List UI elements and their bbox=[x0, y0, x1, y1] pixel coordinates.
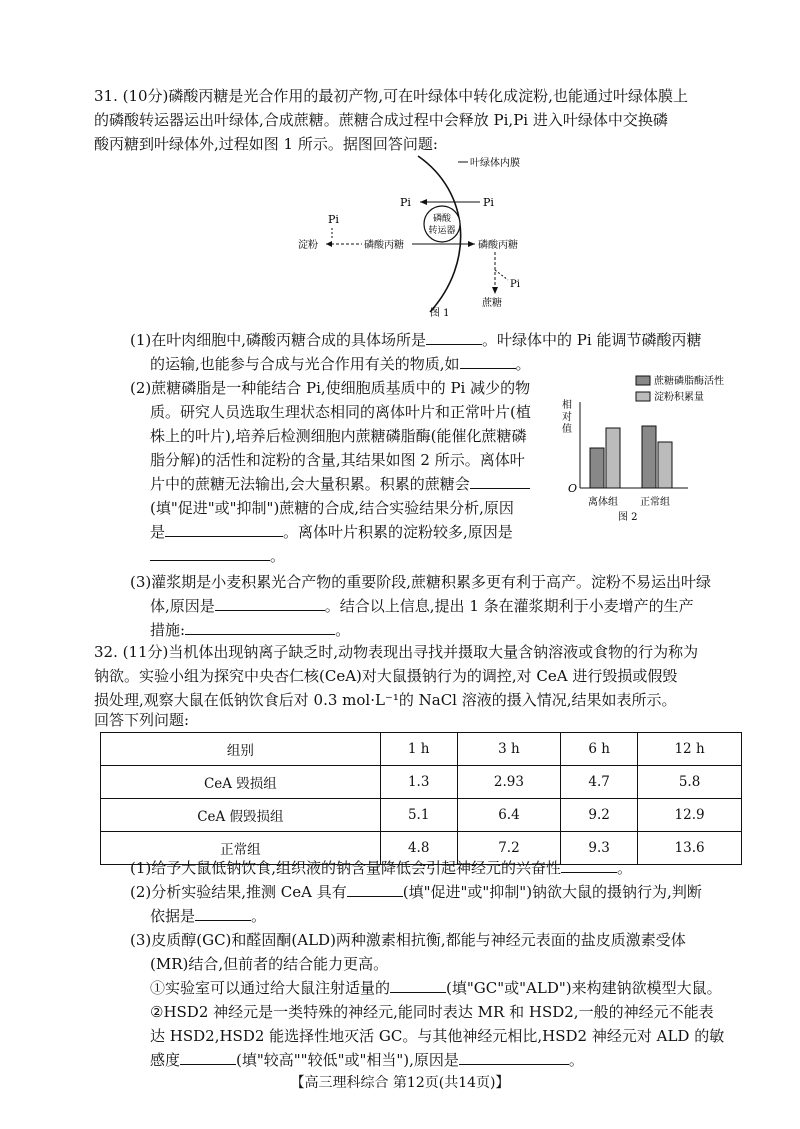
results-table bbox=[100, 732, 742, 865]
q31-s3-line3: 措施: 。 bbox=[150, 618, 754, 642]
pi-starch: Pi bbox=[328, 213, 339, 226]
q31-s2-line2: 质。研究人员选取生理状态相同的离体叶片和正常叶片(植 bbox=[150, 403, 531, 421]
q32-s1: (1)给予大鼠低钠饮食,组织液的钠含量降低会引起神经元的兴奋性 。 bbox=[130, 856, 754, 880]
bar-enzyme-0 bbox=[590, 448, 604, 488]
transporter-label-1: 磷酸 bbox=[432, 214, 452, 224]
table-cell: 12.9 bbox=[638, 799, 742, 832]
figure-2-caption: 图 2 bbox=[618, 512, 638, 522]
y-label-3: 值 bbox=[562, 424, 572, 435]
table-cell: CeA 假毁损组 bbox=[101, 799, 381, 832]
q31-s2-line6: (填"促进"或"抑制")蔗糖的合成,结合实验结果分析,原因 bbox=[150, 499, 514, 517]
q32-s3-line2: (MR)结合,但前者的结合能力更高。 bbox=[150, 955, 389, 973]
y-label-2: 对 bbox=[562, 412, 572, 423]
pi-arrowhead bbox=[420, 199, 427, 205]
q31-s2-line3: 株上的叶片),培养后检测细胞内蔗糖磷脂酶(能催化蔗糖磷 bbox=[150, 427, 527, 445]
table-header: 1 h bbox=[380, 733, 457, 766]
category-label-0: 离体组 bbox=[588, 497, 618, 508]
answer-blank[interactable] bbox=[426, 328, 482, 345]
table-cell: 13.6 bbox=[638, 832, 742, 865]
origin-label: O bbox=[568, 482, 578, 495]
q31-line3: 酸丙糖到叶绿体外,过程如图 1 所示。据图回答问题: bbox=[94, 135, 438, 153]
answer-blank[interactable] bbox=[165, 520, 283, 537]
figure-2-chart bbox=[558, 372, 758, 522]
table-cell: 9.3 bbox=[561, 832, 638, 865]
table-cell: 9.2 bbox=[561, 799, 638, 832]
q31-s1-line1: (1)在叶肉细胞中,磷酸丙糖合成的具体场所是 。叶绿体中的 Pi 能调节磷酸丙糖 bbox=[130, 328, 754, 352]
q32-c2-line3: 感度 (填"较高""较低"或"相当"),原因是 。 bbox=[150, 1048, 754, 1072]
figure-1-diagram bbox=[290, 152, 580, 320]
legend-starch: 淀粉积累量 bbox=[654, 392, 704, 403]
table-row bbox=[101, 766, 742, 799]
answer-blank[interactable] bbox=[460, 352, 516, 369]
q32-line4: 回答下列问题: bbox=[94, 711, 190, 729]
q32-c1: ①实验室可以通过给大鼠注射适量的 (填"GC"或"ALD")来构建钠欲模型大鼠。 bbox=[150, 976, 754, 1000]
table-cell: 4.7 bbox=[561, 766, 638, 799]
q31-line2: 的磷酸转运器运出叶绿体,合成蔗糖。蔗糖合成过程中会释放 Pi,Pi 进入叶绿体中交换磷 bbox=[94, 111, 668, 129]
answer-blank[interactable] bbox=[347, 880, 403, 897]
q31-s3-line1: (3)灌浆期是小麦积累光合产物的重要阶段,蔗糖积累多更有利于高产。淀粉不易运出叶绿 bbox=[130, 573, 712, 591]
table-cell: 7.2 bbox=[457, 832, 561, 865]
answer-blank[interactable] bbox=[459, 1048, 569, 1065]
table-header: 3 h bbox=[457, 733, 561, 766]
answer-blank[interactable] bbox=[561, 856, 617, 873]
tp-inside-label: 磷酸丙糖 bbox=[364, 240, 404, 251]
table-cell: 5.1 bbox=[380, 799, 457, 832]
tp-outside-label: 磷酸丙糖 bbox=[478, 240, 518, 251]
table-cell: CeA 毁损组 bbox=[101, 766, 381, 799]
q32-line1: 32. (11分)当机体出现钠离子缺乏时,动物表现出寻找并摄取大量含钠溶液或食物的行为称为 bbox=[94, 643, 699, 661]
q32-line3: 损处理,观察大鼠在低钠饮食后对 0.3 mol·L⁻¹的 NaCl 溶液的摄入情况,结果如表所示。 bbox=[94, 691, 677, 709]
q32-c2-line2: 达 HSD2,HSD2 能选择性地灭活 GC。与其他神经元相比,HSD2 神经元对 ALD 的敏 bbox=[150, 1027, 725, 1045]
bar-starch-0 bbox=[606, 428, 620, 488]
table-header: 12 h bbox=[638, 733, 742, 766]
q31-s1-line2: 的运输,也能参与合成与光合作用有关的物质,如 。 bbox=[150, 352, 774, 376]
transporter-label-2: 转运器 bbox=[428, 226, 456, 236]
pi-out-dash bbox=[495, 270, 508, 280]
q31-s2-line4: 脂分解)的活性和淀粉的含量,其结果如图 2 所示。离体叶 bbox=[150, 451, 525, 469]
q31-s2-line1: (2)蔗糖磷脂是一种能结合 Pi,使细胞质基质中的 Pi 减少的物 bbox=[130, 379, 531, 397]
answer-blank[interactable] bbox=[215, 594, 325, 611]
q31-s2-line8: 。 bbox=[150, 544, 560, 568]
pi-right: Pi bbox=[483, 196, 494, 209]
figure-1-caption: 图 1 bbox=[430, 308, 450, 319]
table-header: 6 h bbox=[561, 733, 638, 766]
starch-arrowhead bbox=[326, 241, 332, 247]
tp-arrowhead bbox=[468, 241, 475, 247]
category-label-1: 正常组 bbox=[640, 497, 670, 508]
table-header: 组别 bbox=[101, 733, 381, 766]
y-label-1: 相 bbox=[562, 400, 572, 411]
pi-left: Pi bbox=[400, 196, 411, 209]
legend-enzyme: 蔗糖磷脂酶活性 bbox=[654, 376, 724, 387]
starch-label: 淀粉 bbox=[298, 240, 318, 251]
q32-s2-line1: (2)分析实验结果,推测 CeA 具有 (填"促进"或"抑制")钠欲大鼠的摄钠行为,判断 bbox=[130, 880, 754, 904]
table-header-row bbox=[101, 733, 742, 766]
answer-blank[interactable] bbox=[180, 1048, 236, 1065]
answer-blank[interactable] bbox=[470, 472, 530, 489]
answer-blank[interactable] bbox=[150, 544, 270, 561]
q32-c2-line1: ②HSD2 神经元是一类特殊的神经元,能同时表达 MR 和 HSD2,一般的神经元不能表 bbox=[150, 1003, 714, 1021]
q32-s2-line2: 依据是 。 bbox=[150, 904, 754, 928]
sucrose-label: 蔗糖 bbox=[482, 298, 502, 309]
q31-s2-line7: 是 。离体叶片积累的淀粉较多,原因是 bbox=[150, 520, 560, 544]
q32-line2: 钠欲。实验小组为探究中央杏仁核(CeA)对大鼠摄钠行为的调控,对 CeA 进行毁损或假毁 bbox=[94, 667, 678, 685]
sucrose-arrowhead bbox=[492, 287, 498, 294]
q31-line1: 31. (10分)磷酸丙糖是光合作用的最初产物,可在叶绿体中转化成淀粉,也能通过叶绿体膜上 bbox=[94, 87, 688, 105]
legend-swatch-starch bbox=[636, 392, 650, 401]
table-cell: 2.93 bbox=[457, 766, 561, 799]
table-cell: 正常组 bbox=[101, 832, 381, 865]
table-cell: 4.8 bbox=[380, 832, 457, 865]
legend-swatch-enzyme bbox=[636, 376, 650, 385]
transporter-circle bbox=[424, 206, 460, 242]
answer-blank[interactable] bbox=[185, 618, 335, 635]
table-cell: 1.3 bbox=[380, 766, 457, 799]
table-row bbox=[101, 799, 742, 832]
bar-starch-1 bbox=[658, 442, 672, 488]
q31-s2-line5: 片中的蔗糖无法输出,会大量积累。积累的蔗糖会 bbox=[150, 472, 560, 496]
table-cell: 5.8 bbox=[638, 766, 742, 799]
page-footer: 【高三理科综合 第12页(共14页)】 bbox=[290, 1075, 510, 1091]
pi-out-label: Pi bbox=[510, 279, 520, 290]
answer-blank[interactable] bbox=[195, 904, 251, 921]
table-cell: 6.4 bbox=[457, 799, 561, 832]
bar-enzyme-1 bbox=[642, 426, 656, 488]
q31-s3-line2: 体,原因是 。结合以上信息,提出 1 条在灌浆期利于小麦增产的生产 bbox=[150, 594, 754, 618]
answer-blank[interactable] bbox=[390, 976, 446, 993]
membrane-label: 叶绿体内膜 bbox=[470, 158, 520, 169]
q32-s3-line1: (3)皮质醇(GC)和醛固酮(ALD)两种激素相抗衡,都能与神经元表面的盐皮质激素受体 bbox=[130, 931, 686, 949]
